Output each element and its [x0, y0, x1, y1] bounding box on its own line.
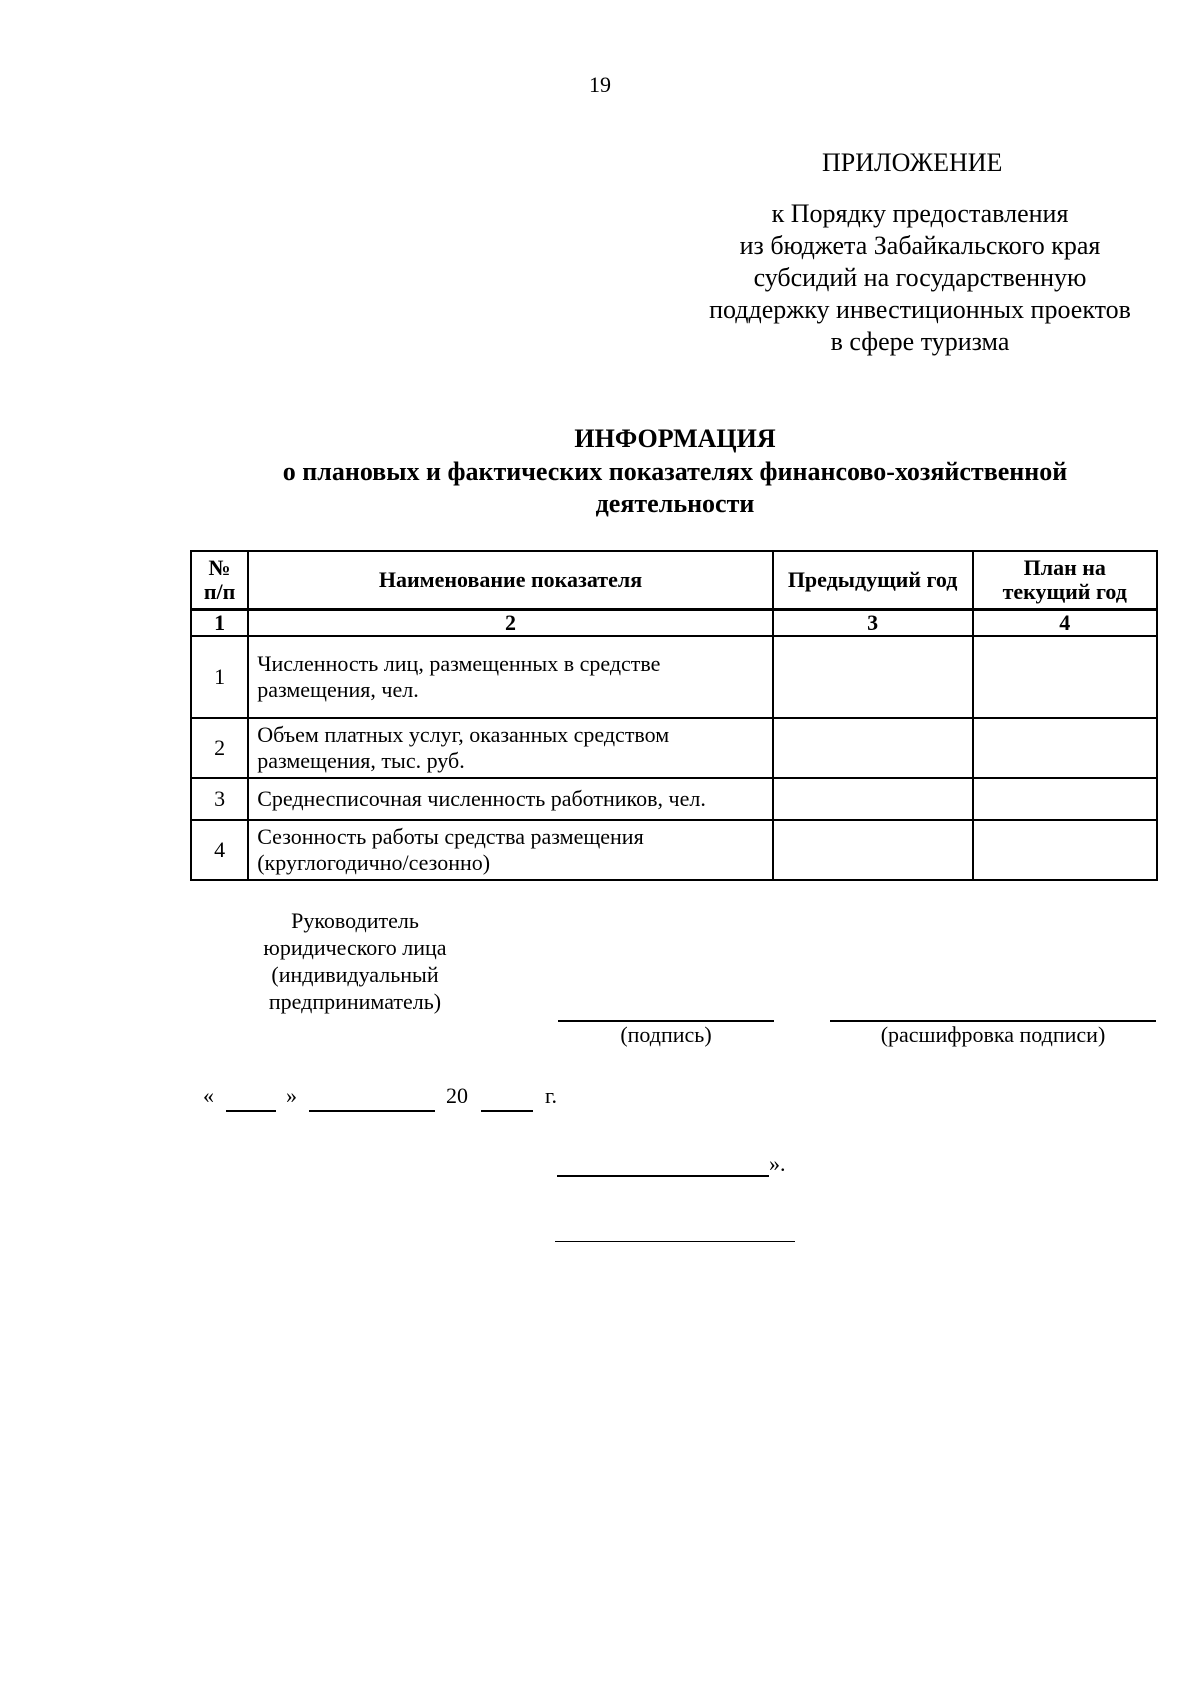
row-number: 3 — [191, 778, 248, 820]
closing-rule — [555, 1241, 795, 1242]
table-header-row — [191, 551, 1157, 610]
role-line: юридического лица — [263, 935, 447, 960]
date-open-quote: « — [203, 1083, 214, 1108]
signature-caption: (подпись) — [620, 1022, 712, 1047]
indicators-table — [190, 550, 1158, 881]
row-indicator-name: Среднесписочная численность работников, чел. — [248, 778, 773, 820]
table-row — [191, 778, 1157, 820]
signatory-role — [225, 907, 485, 1015]
date-month-line[interactable] — [309, 1110, 435, 1112]
table-row — [191, 820, 1157, 880]
subtitle-line: деятельности — [595, 489, 755, 518]
appendix-reference — [660, 198, 1180, 358]
column-number-row — [191, 610, 1157, 637]
date-day-line[interactable] — [226, 1110, 276, 1112]
previous-year-cell[interactable] — [773, 778, 973, 820]
document-subtitle — [230, 456, 1120, 520]
subtitle-line: о плановых и фактических показателях финансово-хозяйственной — [282, 457, 1068, 486]
date-year-line[interactable] — [481, 1110, 533, 1112]
header-plan-current-year: План на текущий год — [973, 551, 1157, 610]
row-indicator-name: Объем платных услуг, оказанных средством размещения, тыс. руб. — [248, 718, 773, 778]
date-close-quote: » — [286, 1083, 297, 1108]
role-line: Руководитель — [291, 908, 419, 933]
row-indicator-name: Сезонность работы средства размещения (круглогодично/сезонно) — [248, 820, 773, 880]
plan-cell[interactable] — [973, 636, 1157, 718]
header-indicator-name: Наименование показателя — [248, 551, 773, 610]
table-row — [191, 636, 1157, 718]
row-indicator-name: Численность лиц, размещенных в средстве размещения, чел. — [248, 636, 773, 718]
role-line: (индивидуальный — [271, 962, 439, 987]
appendix-line: субсидий на государственную — [753, 263, 1087, 292]
signature-decoding-caption: (расшифровка подписи) — [880, 1022, 1106, 1047]
previous-year-cell[interactable] — [773, 636, 973, 718]
previous-year-cell[interactable] — [773, 718, 973, 778]
plan-cell[interactable] — [973, 718, 1157, 778]
row-number: 1 — [191, 636, 248, 718]
date-century: 20 — [446, 1083, 468, 1108]
row-number: 2 — [191, 718, 248, 778]
appendix-line: в сфере туризма — [830, 327, 1010, 356]
role-line: предприниматель) — [268, 989, 442, 1014]
appendix-line: поддержку инвестиционных проектов — [709, 295, 1131, 324]
column-number: 4 — [973, 610, 1157, 637]
page-number: 19 — [589, 72, 611, 97]
previous-year-cell[interactable] — [773, 820, 973, 880]
date-year-suffix: г. — [545, 1083, 558, 1108]
appendix-line: из бюджета Забайкальского края — [739, 231, 1101, 260]
appendix-title: ПРИЛОЖЕНИЕ — [822, 148, 1003, 177]
closing-mark: ». — [769, 1151, 786, 1176]
row-number: 4 — [191, 820, 248, 880]
header-previous-year: Предыдущий год — [773, 551, 973, 610]
column-number: 1 — [191, 610, 248, 637]
plan-cell[interactable] — [973, 820, 1157, 880]
header-number: № п/п — [191, 551, 248, 610]
table-row — [191, 718, 1157, 778]
column-number: 2 — [248, 610, 773, 637]
appendix-line: к Порядку предоставления — [771, 199, 1069, 228]
plan-cell[interactable] — [973, 778, 1157, 820]
closing-blank-line[interactable] — [557, 1175, 769, 1177]
document-title: ИНФОРМАЦИЯ — [574, 424, 776, 453]
column-number: 3 — [773, 610, 973, 637]
